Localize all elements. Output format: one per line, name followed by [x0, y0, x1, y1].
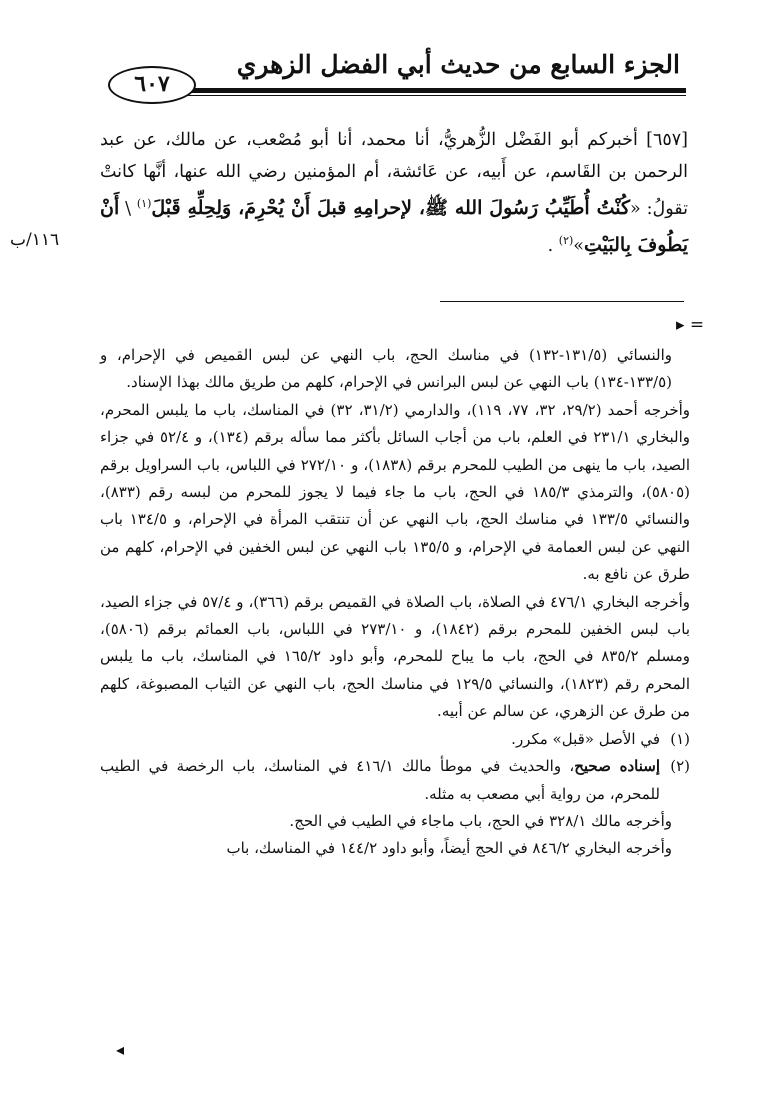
period: .	[547, 235, 554, 256]
quote-close: »	[573, 235, 584, 256]
footnotes	[100, 342, 690, 863]
header-rule	[188, 88, 686, 93]
folio-separator: \	[119, 198, 137, 219]
header-rule-thin	[188, 95, 686, 96]
note-paragraph-1: والنسائي (١٣١/٥-١٣٢) في مناسك الحج، باب النهي عن لبس القميص في الإحرام، و (١٣٣/٥-١٣٤) باب النهي عن لبس البرانس في الإحرام، كلهم من طريق مالك بهذا الإسناد.	[100, 346, 672, 392]
hadith-matn-part1: كُنْتُ أُطَيِّبُ رَسُولَ الله ﷺ، لإحرامِهِ قبلَ أَنْ يُحْرِمَ، وَلِحِلِّهِ قَبْلَ	[151, 196, 631, 219]
footnote-1-number: (١)	[670, 729, 690, 748]
footnote-1	[100, 726, 690, 753]
footnote-separator	[440, 301, 684, 302]
note-paragraph-3: وأخرجه البخاري ٤٧٦/١ في الصلاة، باب الصلاة في القميص برقم (٣٦٦)، و ٥٧/٤ في جزاء الصيد، باب لبس الخفين للمحرم برقم (١٨٤٢)، و ٢٧٣/١٠ في اللباس، باب العمائم برقم (٥٨٠٦)، ومسلم ٨٣٥/٢ في الحج، باب ما يباح للمحرم، وأبو داود ١٦٥/٢ في المناسك، باب ما يلبس المحرم رقم (١٨٢٣)، والنسائي ١٢٩/٥ في مناسك الحج، باب النهي عن الثياب المصبوغة، كلهم من طرق عن الزهري، عن سالم عن أبيه.	[100, 592, 690, 721]
note-paragraph-4: وأخرجه مالك ٣٢٨/١ في الحج، باب ماجاء في الطيب في الحج.	[289, 811, 672, 830]
hadith-matn-part2: أَنْ يَطُوفَ بِالبَيْتِ	[100, 196, 688, 256]
footnote-2	[100, 753, 690, 808]
note-paragraph-2: وأخرجه أحمد (٢٩/٢، ٣٢، ٧٧، ١١٩)، والدارمي (٣١/٢، ٣٢) في المناسك، باب ما يلبس المحرم، والبخاري ٢٣١/١ في العلم، باب من أجاب السائل بأكثر مما سأله برقم (١٣٤)، و ٥٢/٤ في جزاء الصيد، باب ما ينهى من الطيب للمحرم برقم (١٨٣٨)، و ٢٧٢/١٠ في اللباس، باب السراويل برقم (٥٨٠٥)، والترمذي ١٨٥/٣ في الحج، باب ما جاء فيما لا يجوز للمحرم من لبسه رقم (٨٣٣)، والنسائي ١٣٣/٥ في مناسك الحج، باب النهي عن أن تنتقب المرأة في الإحرام، و ١٣٤/٥ باب النهي عن لبس العمامة في الإحرام، و ١٣٥/٥ باب النهي عن لبس الخفين في الإحرام، كلهم من طرق عن نافع به.	[100, 400, 691, 584]
page-number-badge: ٦٠٧	[108, 66, 196, 104]
footnote-1-text: في الأصل «قبل» مكرر.	[511, 729, 660, 748]
footnote-2-number: (٢)	[670, 757, 690, 776]
hadith-text	[100, 124, 688, 262]
footnote-ref-2: (٢)	[558, 233, 574, 247]
running-title: الجزء السابع من حديث أبي الفضل الزهري	[236, 50, 680, 79]
manuscript-folio-note: ١١٦/ب	[10, 230, 60, 250]
footnote-2-body	[100, 753, 660, 808]
footnote-2-text: ، والحديث في موطأ مالك ٤١٦/١ في المناسك، باب الرخصة في الطيب للمحرم، من رواية أبي مصعب به مثله.	[100, 757, 660, 803]
hadith-chain: [٦٥٧] أخبركم أبو الفَضْل الزُّهريُّ، أنا محمد، أنا أبو مُصْعب، عن مالك، عن عبد الرحمن بن القَاسم، عن أَبيه، عن عَائشة، أم المؤمنين رضي الله عنها، أنَّها كانتْ تقولُ: «	[100, 130, 688, 219]
continuation-mark: = ▸	[676, 315, 705, 335]
footnote-2-grading: إسناده صحيح	[574, 757, 660, 776]
note-paragraph-5: وأخرجه البخاري ٨٤٦/٢ في الحج أيضاً، وأبو داود ١٤٤/٢ في المناسك، باب	[226, 839, 672, 858]
footnote-ref-1: (١)	[136, 197, 152, 210]
footnote-continues-mark: ◂	[116, 1040, 125, 1059]
page-header	[108, 48, 686, 102]
